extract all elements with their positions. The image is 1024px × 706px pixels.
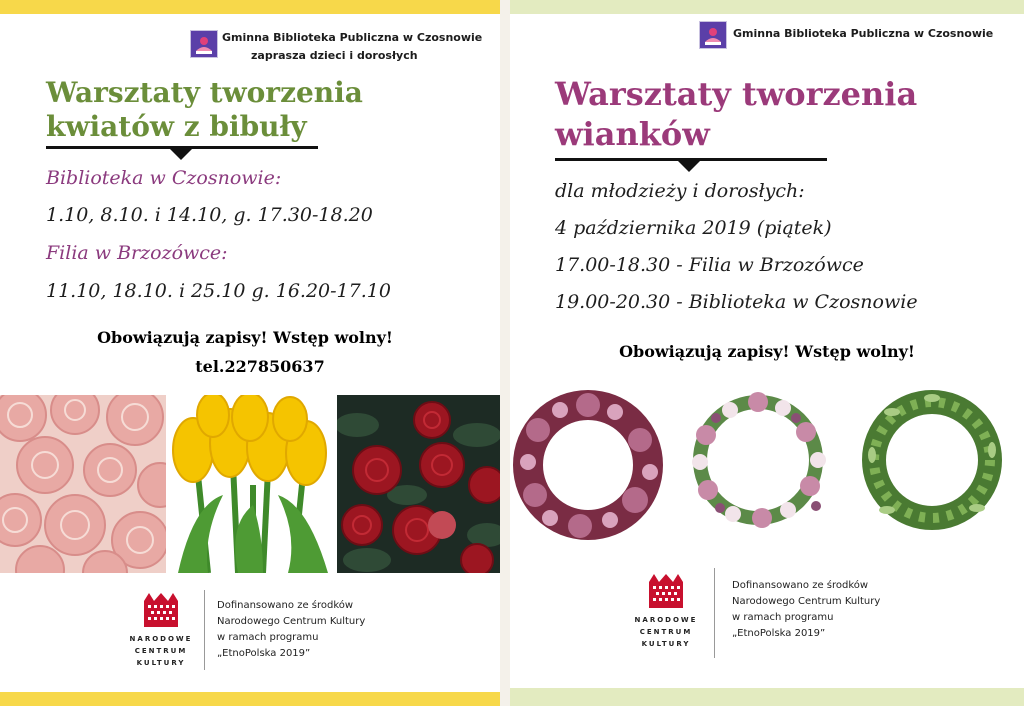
dates-czosnow: 1.10, 8.10. i 14.10, g. 17.30-18.20	[46, 204, 373, 226]
bottom-green-bar	[510, 688, 1024, 706]
phone-number: tel.227850637	[195, 357, 325, 376]
photo-burgundy-wreath	[510, 380, 670, 550]
sponsor-divider	[204, 590, 205, 670]
top-yellow-bar	[0, 0, 500, 14]
photo-red-roses	[337, 395, 500, 573]
nck-crown-icon	[649, 574, 683, 608]
venue-czosnow: Biblioteka w Czosnowie:	[46, 167, 282, 189]
organizer-name: Gminna Biblioteka Publiczna w Czosnowie	[222, 31, 483, 44]
workshop-title	[555, 74, 917, 154]
underline-pointer	[678, 161, 700, 172]
library-logo-icon	[699, 21, 727, 49]
funding-statement: Dofinansowano ze środków Narodowego Centrum Kultury w ramach programu „EtnoPolska 2019”	[732, 580, 881, 639]
sponsor-divider	[714, 568, 715, 658]
organizer-tagline: zaprasza dzieci i dorosłych	[251, 49, 418, 62]
poster-paper-flowers-workshop	[0, 0, 500, 706]
nck-logo-text: NARODOWE CENTRUM KULTURY	[129, 635, 193, 667]
photo-yellow-tulips	[168, 395, 335, 573]
poster-wreath-workshop	[510, 0, 1024, 706]
venue-brzozowka: Filia w Brzozówce:	[46, 242, 228, 264]
bottom-yellow-bar	[0, 692, 500, 706]
underline-pointer	[170, 149, 192, 160]
nck-crown-icon	[144, 593, 178, 627]
title-line-2: wianków	[555, 115, 710, 153]
event-date: 4 października 2019 (piątek)	[555, 217, 832, 239]
funding-statement: Dofinansowano ze środków Narodowego Centrum Kultury w ramach programu „EtnoPolska 2019”	[217, 600, 366, 659]
registration-notice: Obowiązują zapisy! Wstęp wolny!	[619, 342, 915, 361]
title-line-1: Warsztaty tworzenia	[555, 75, 918, 113]
audience: dla młodzieży i dorosłych:	[555, 180, 805, 202]
title-line-1: Warsztaty tworzenia	[46, 76, 363, 109]
nck-logo	[129, 593, 193, 669]
top-green-bar	[510, 0, 1024, 14]
photo-pink-ranunculus	[0, 395, 166, 573]
session-brzozowka: 17.00-18.30 - Filia w Brzozówce	[555, 254, 864, 276]
dates-brzozowka: 11.10, 18.10. i 25.10 g. 16.20-17.10	[46, 280, 391, 302]
registration-notice: Obowiązują zapisy! Wstęp wolny!	[97, 328, 393, 347]
session-czosnow: 19.00-20.30 - Biblioteka w Czosnowie	[555, 291, 918, 313]
organizer-name: Gminna Biblioteka Publiczna w Czosnowie	[733, 27, 994, 40]
workshop-title	[46, 76, 363, 144]
nck-logo	[634, 574, 698, 650]
title-line-2: kwiatów z bibuły	[46, 110, 307, 143]
photo-pastel-wreath	[678, 380, 840, 550]
nck-logo-text: NARODOWE CENTRUM KULTURY	[634, 616, 698, 648]
library-logo-icon	[190, 30, 218, 58]
photo-green-wreath	[847, 380, 1017, 550]
